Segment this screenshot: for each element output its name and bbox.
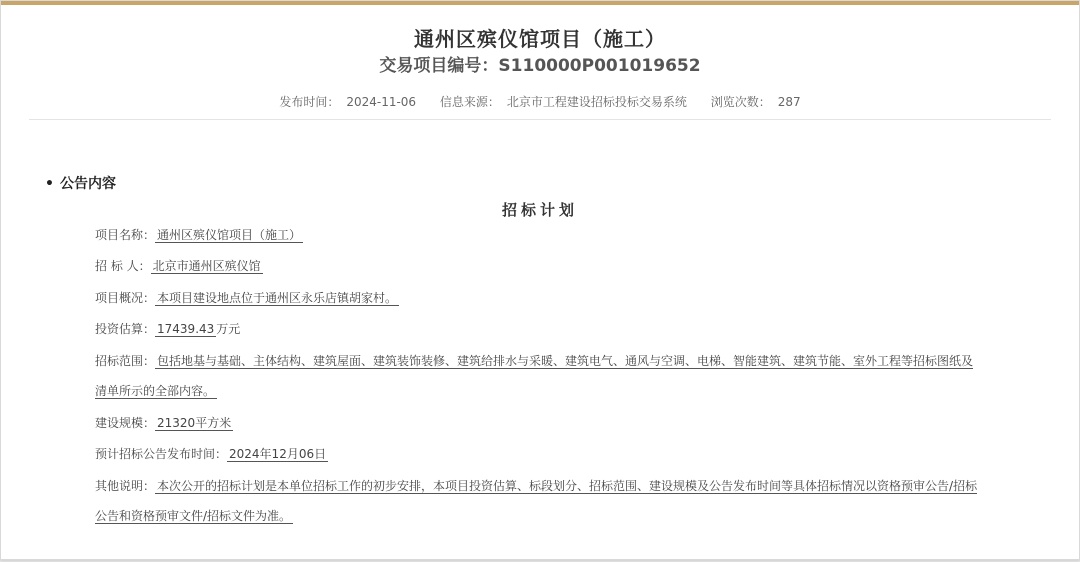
announce-time-label: 预计招标公告发布时间： [95,447,228,461]
info-source-value: 北京市工程建设招标投标交易系统 [506,95,687,109]
project-code: 交易项目编号：S110000P001019652 [379,56,701,76]
view-count-value: 287 [777,95,801,109]
field-announce-time [95,444,328,464]
section-heading [45,173,116,193]
field-project-name [95,225,303,245]
publish-time-value: 2024-11-06 [346,95,417,109]
project-name-label: 项目名称： [95,228,156,242]
tenderer-label: 招 标 人： [95,259,151,273]
investment-label: 投资估算： [95,322,156,336]
investment-unit: 万元 [216,322,241,336]
view-count [706,95,806,109]
investment-value: 17439.43 [157,322,215,336]
plan-title: 招标计划 [501,201,578,219]
scale-label: 建设规模： [95,416,156,430]
meta-info [1,93,1079,110]
field-overview [95,288,399,308]
header-divider [29,119,1051,120]
scope-label: 招标范围： [95,354,156,368]
view-count-label: 浏览次数： [710,95,771,109]
field-investment [95,319,240,339]
publish-time [274,95,421,109]
field-scope [95,346,985,406]
other-value: 本次公开的招标计划是本单位招标工作的初步安排，本项目投资估算、标段划分、招标范围、建设规模及公告发布时间等具体招标情况以资格预审公告/招标公告和资格预审文件/招标文件为准。 [95,479,978,523]
field-scale [95,413,233,433]
top-accent-bar [1,1,1079,5]
overview-label: 项目概况： [95,291,156,305]
bullet-icon: • [45,176,54,192]
page-title: 通州区殡仪馆项目（施工） [414,27,666,51]
other-label: 其他说明： [95,479,156,493]
scope-value: 包括地基与基础、主体结构、建筑屋面、建筑装饰装修、建筑给排水与采暖、建筑电气、通风与空调、电梯、智能建筑、建筑节能、室外工程等招标图纸及清单所示的全部内容。 [95,354,974,398]
announce-time-value: 2024年12月06日 [229,447,327,461]
field-tenderer [95,256,263,276]
project-name-value: 通州区殡仪馆项目（施工） [157,228,302,242]
field-other [95,471,985,531]
info-source [435,95,692,109]
overview-value: 本项目建设地点位于通州区永乐店镇胡家村。 [157,291,398,305]
info-source-label: 信息来源： [439,95,500,109]
scale-value: 21320平方米 [157,416,232,430]
section-title: 公告内容 [59,176,116,192]
tenderer-value: 北京市通州区殡仪馆 [152,259,261,273]
publish-time-label: 发布时间： [279,95,340,109]
